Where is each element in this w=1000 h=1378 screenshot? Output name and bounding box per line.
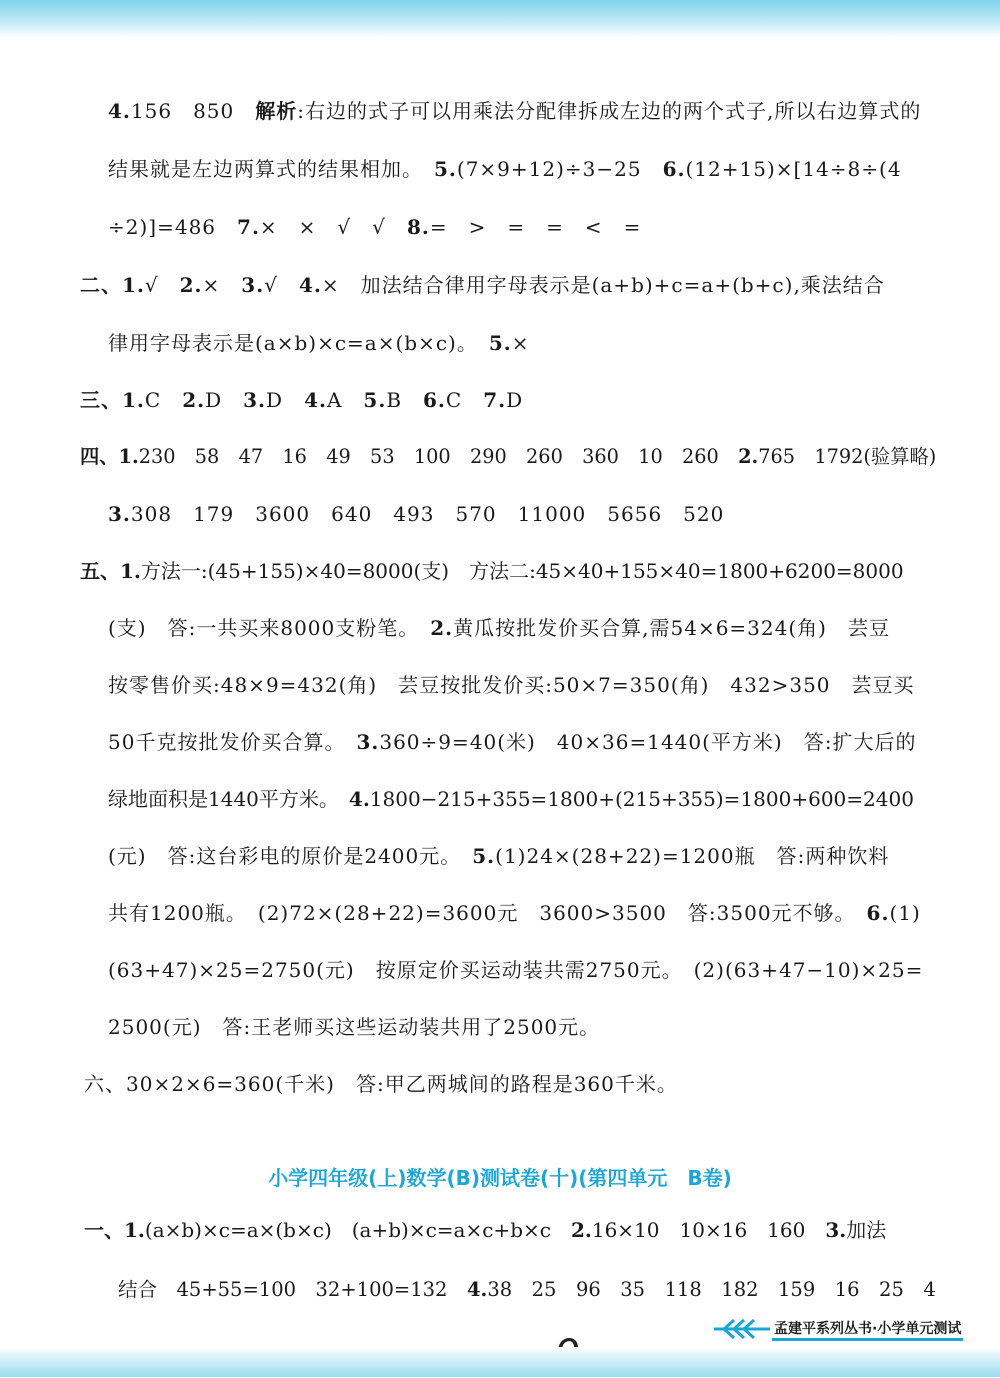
answer-text: C — [445, 388, 484, 412]
question-number: 2. — [179, 273, 203, 297]
answer-text: (12+15)×[14÷8÷(4 — [685, 157, 902, 181]
answer-line-14 — [108, 844, 889, 868]
question-number: 5. — [363, 388, 387, 412]
answer-line-18 — [84, 1072, 678, 1096]
answer-text: × × √ √ — [259, 215, 407, 239]
answer-text: 方法一:(45+155)×40=8000(支) 方法二:45×40+155×40=1800+6200=8000 — [140, 559, 904, 583]
answer-text: :右边的式子可以用乘法分配律拆成左边的两个式子,所以右边算式的 — [297, 99, 922, 123]
answer-text: 1800−215+355=1800+(215+355)=1800+600=2400 — [369, 787, 914, 811]
answer-line-10 — [108, 616, 890, 640]
answer-text: √ — [144, 273, 180, 297]
question-number: 2. — [570, 1218, 592, 1242]
answer-line-6 — [80, 388, 523, 412]
answer-text: (7×9+12)÷3−25 — [456, 157, 663, 181]
answer-text: = > = = < = — [429, 215, 642, 239]
answer-text: ÷2)]=486 — [108, 215, 238, 239]
question-number: 3. — [243, 388, 267, 412]
answer-text: 结合 45+55=100 32+100=132 — [118, 1278, 467, 1301]
question-number: 四、1. — [80, 445, 139, 468]
answer-text: D — [506, 388, 524, 412]
answer-text: D — [205, 388, 244, 412]
answer-text: (1) — [889, 901, 921, 925]
answer-text: 黄瓜按批发价买合算,需54×6=324(角) 芸豆 — [453, 616, 890, 640]
answer-text: 156 850 — [130, 99, 256, 123]
question-number: 8. — [406, 215, 430, 239]
answer-line-1 — [108, 99, 921, 123]
answer-line-13 — [108, 787, 914, 811]
question-number: 2. — [182, 388, 206, 412]
answer-text: B — [386, 388, 424, 412]
answer-line-17 — [108, 1015, 600, 1039]
answer-text: 2500(元) 答:王老师买这些运动装共用了2500元。 — [108, 1015, 601, 1039]
answer-text: (63+47)×25=2750(元) 按原定价买运动装共需2750元。 (2)(63+47−10)×25= — [108, 958, 924, 982]
answer-text: (1)24×(28+22)=1200瓶 答:两种饮料 — [495, 844, 890, 868]
question-number: 三、1. — [80, 388, 145, 412]
answer-text: × — [511, 331, 530, 355]
question-number: 7. — [483, 388, 507, 412]
question-number: 3. — [356, 730, 380, 754]
question-number: 3. — [825, 1218, 847, 1242]
answer-text: 16×10 10×16 160 — [591, 1218, 826, 1242]
footer-brand-text: 孟建平系列丛书·小学单元测试 — [772, 1318, 963, 1341]
answer-text: × — [202, 273, 242, 297]
question-number: 6. — [662, 157, 686, 181]
answer-line-5 — [108, 331, 530, 355]
answer-line-15 — [108, 901, 921, 925]
section-title: 小学四年级(上)数学(B)测试卷(十)(第四单元 B卷) — [268, 1166, 732, 1190]
question-number: 5. — [488, 331, 512, 355]
answer-line-16 — [108, 958, 923, 982]
answer-line-9 — [80, 559, 904, 583]
answer-text: 按零售价买:48×9=432(角) 芸豆按批发价买:50×7=350(角) 432>350 芸豆买 — [108, 673, 915, 697]
answer-line-4 — [80, 273, 885, 297]
answer-line-20 — [118, 1278, 936, 1302]
answer-text: 50千克按批发价买合算。 — [108, 730, 357, 754]
question-number: 五、1. — [80, 559, 141, 583]
question-number: 4. — [298, 273, 322, 297]
question-number: 5. — [434, 157, 457, 181]
arrow-left-icon — [712, 1318, 772, 1340]
answer-text: 共有1200瓶。 (2)72×(28+22)=3600元 3600>3500 答:3500元不够。 — [108, 901, 867, 925]
question-number: 4. — [348, 787, 370, 811]
answer-text: 765 1792(验算略) — [758, 445, 937, 468]
question-number: 解析 — [255, 99, 298, 123]
answer-text: (元) 答:这台彩电的原价是2400元。 — [108, 844, 473, 868]
answer-text: C — [144, 388, 183, 412]
answer-text: (a×b)×c=a×(b×c) (a+b)×c=a×c+b×c — [144, 1218, 571, 1242]
answer-line-3 — [108, 215, 641, 239]
answer-text: 360÷9=40(米) 40×36=1440(平方米) 答:扩大后的 — [379, 730, 917, 754]
question-number: 2. — [430, 616, 454, 640]
footer-brand — [712, 1314, 1000, 1344]
question-number: 4. — [108, 99, 131, 123]
answer-text: √ — [264, 273, 299, 297]
answer-text: 加法 — [846, 1218, 887, 1242]
question-number: 4. — [466, 1278, 488, 1301]
question-number: 6. — [866, 901, 890, 925]
question-number: 2. — [738, 445, 759, 468]
question-number: 一、1. — [84, 1218, 145, 1242]
answer-line-7 — [80, 445, 936, 469]
answer-text: × 加法结合律用字母表示是(a+b)+c=a+(b+c),乘法结合 — [321, 273, 885, 297]
answer-line-19 — [84, 1218, 886, 1242]
answer-line-11 — [108, 673, 915, 697]
answer-text: 38 25 96 35 118 182 159 16 25 4 — [487, 1278, 936, 1301]
answer-text: (支) 答:一共买来8000支粉笔。 — [108, 616, 431, 640]
bottom-decorative-band — [0, 1347, 1000, 1377]
answer-text: D — [266, 388, 305, 412]
question-number: 7. — [237, 215, 260, 239]
answer-line-12 — [108, 730, 916, 754]
answer-text: 230 58 47 16 49 53 100 290 260 360 10 260 — [138, 445, 739, 468]
question-number: 4. — [304, 388, 327, 412]
answer-text: 308 179 3600 640 493 570 11000 5656 520 — [130, 502, 725, 526]
question-number: 5. — [472, 844, 496, 868]
question-number: 3. — [108, 502, 131, 526]
answer-text: 律用字母表示是(a×b)×c=a×(b×c)。 — [108, 331, 489, 355]
question-number: 二、1. — [80, 273, 145, 297]
answer-line-2 — [108, 157, 902, 181]
answer-text: 绿地面积是1440平方米。 — [108, 787, 349, 811]
answer-text: 六、30×2×6=360(千米) 答:甲乙两城间的路程是360千米。 — [84, 1072, 678, 1096]
answer-text: 结果就是左边两算式的结果相加。 — [108, 157, 434, 181]
question-number: 3. — [241, 273, 265, 297]
answer-line-8 — [108, 502, 724, 526]
answer-text: A — [326, 388, 364, 412]
question-number: 6. — [423, 388, 446, 412]
